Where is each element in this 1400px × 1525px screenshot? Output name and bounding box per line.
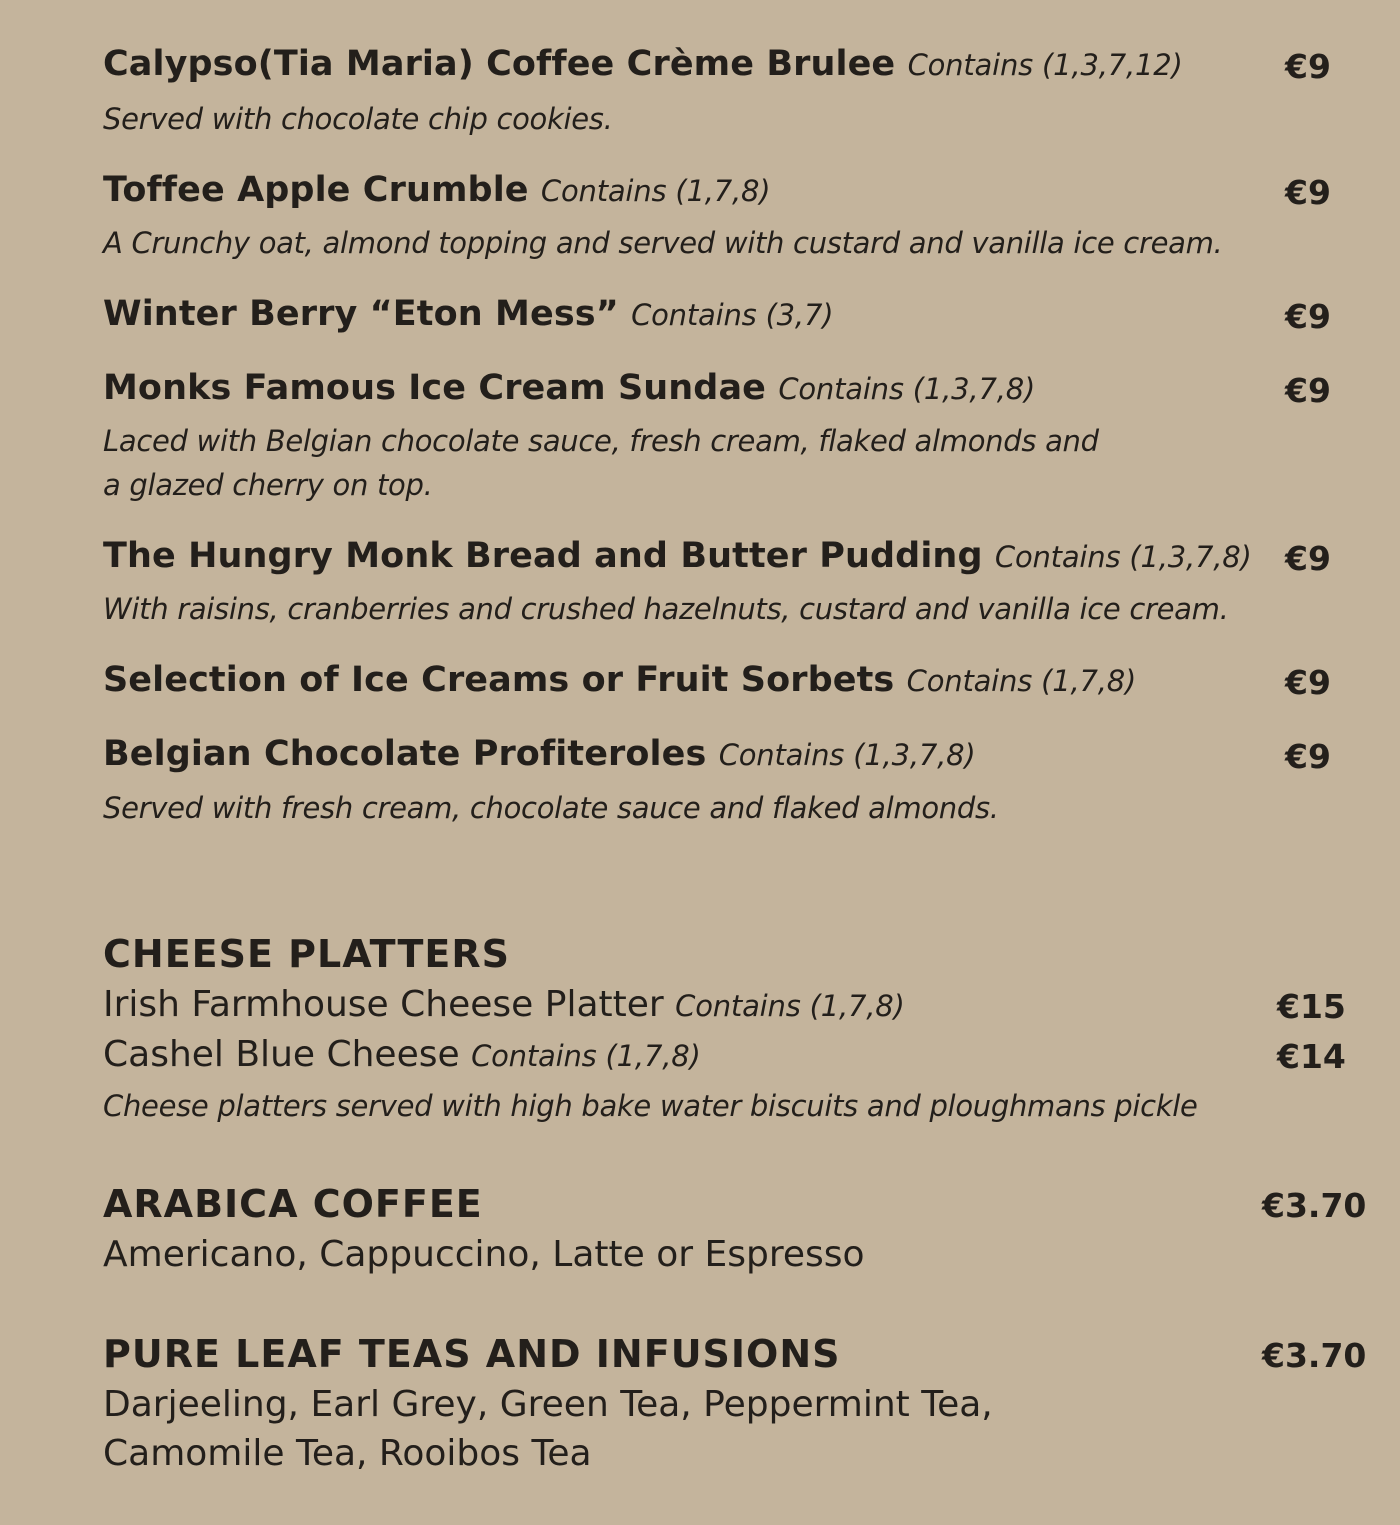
allergen-info: Contains (1,3,7,8) [778, 372, 1036, 406]
dish-description: Served with fresh cream, chocolate sauce and flaked almonds. [103, 791, 999, 825]
cheese-section-heading: CHEESE PLATTERS [103, 932, 510, 976]
menu-item-cashel-blue [103, 1034, 1400, 1075]
allergen-info: Contains (1,3,7,8) [718, 738, 976, 772]
menu-item-toffee-apple-crumble [103, 170, 1400, 210]
allergen-info: Contains (1,7,8) [540, 174, 771, 208]
menu-item-ice-cream-sundae [103, 368, 1400, 408]
menu-item-eton-mess [103, 294, 1400, 334]
dish-price: €14 [1277, 1037, 1346, 1076]
dish-name: The Hungry Monk Bread and Butter Pudding [103, 536, 983, 576]
dish-price: €9 [1285, 47, 1331, 86]
cheese-note: Cheese platters served with high bake water biscuits and ploughmans pickle [103, 1089, 1198, 1123]
tea-section-heading: PURE LEAF TEAS AND INFUSIONS [103, 1332, 841, 1376]
dish-description: Served with chocolate chip cookies. [103, 102, 613, 136]
menu-item-creme-brulee [103, 44, 1400, 84]
dish-name: Irish Farmhouse Cheese Platter [103, 984, 664, 1025]
dish-description: Laced with Belgian chocolate sauce, fresh cream, flaked almonds and [103, 424, 1099, 458]
menu-item-ice-creams-sorbets [103, 660, 1400, 700]
menu-item-profiteroles [103, 734, 1400, 774]
coffee-options: Americano, Cappuccino, Latte or Espresso [103, 1234, 865, 1275]
allergen-info: Contains (1,3,7,8) [994, 540, 1252, 574]
tea-price: €3.70 [1262, 1336, 1367, 1375]
dish-price: €9 [1285, 297, 1331, 336]
dish-description: A Crunchy oat, almond topping and served with custard and vanilla ice cream. [103, 226, 1223, 260]
dish-name: Winter Berry “Eton Mess” [103, 294, 619, 334]
dish-price: €15 [1277, 987, 1346, 1026]
allergen-info: Contains (1,7,8) [675, 989, 905, 1023]
tea-options: Camomile Tea, Rooibos Tea [103, 1433, 592, 1474]
menu-item-cheese-platter [103, 984, 1400, 1025]
dish-price: €9 [1285, 737, 1331, 776]
dish-description: a glazed cherry on top. [103, 468, 433, 502]
dish-price: €9 [1285, 371, 1331, 410]
dish-price: €9 [1285, 173, 1331, 212]
dish-name: Cashel Blue Cheese [103, 1034, 460, 1075]
tea-options: Darjeeling, Earl Grey, Green Tea, Peppermint Tea, [103, 1384, 993, 1425]
allergen-info: Contains (1,7,8) [471, 1039, 701, 1073]
dish-name: Toffee Apple Crumble [103, 170, 529, 210]
coffee-price: €3.70 [1262, 1186, 1367, 1225]
dish-name: Calypso(Tia Maria) Coffee Crème Brulee [103, 44, 896, 84]
dish-description: With raisins, cranberries and crushed hazelnuts, custard and vanilla ice cream. [103, 592, 1229, 626]
dish-price: €9 [1285, 539, 1331, 578]
menu-item-bread-butter-pudding [103, 536, 1400, 576]
dish-name: Selection of Ice Creams or Fruit Sorbets [103, 660, 895, 700]
dish-price: €9 [1285, 663, 1331, 702]
allergen-info: Contains (1,7,8) [906, 664, 1137, 698]
allergen-info: Contains (3,7) [631, 298, 834, 332]
dish-name: Monks Famous Ice Cream Sundae [103, 368, 767, 408]
allergen-info: Contains (1,3,7,12) [907, 48, 1183, 82]
dish-name: Belgian Chocolate Profiteroles [103, 734, 707, 774]
coffee-section-heading: ARABICA COFFEE [103, 1182, 483, 1226]
